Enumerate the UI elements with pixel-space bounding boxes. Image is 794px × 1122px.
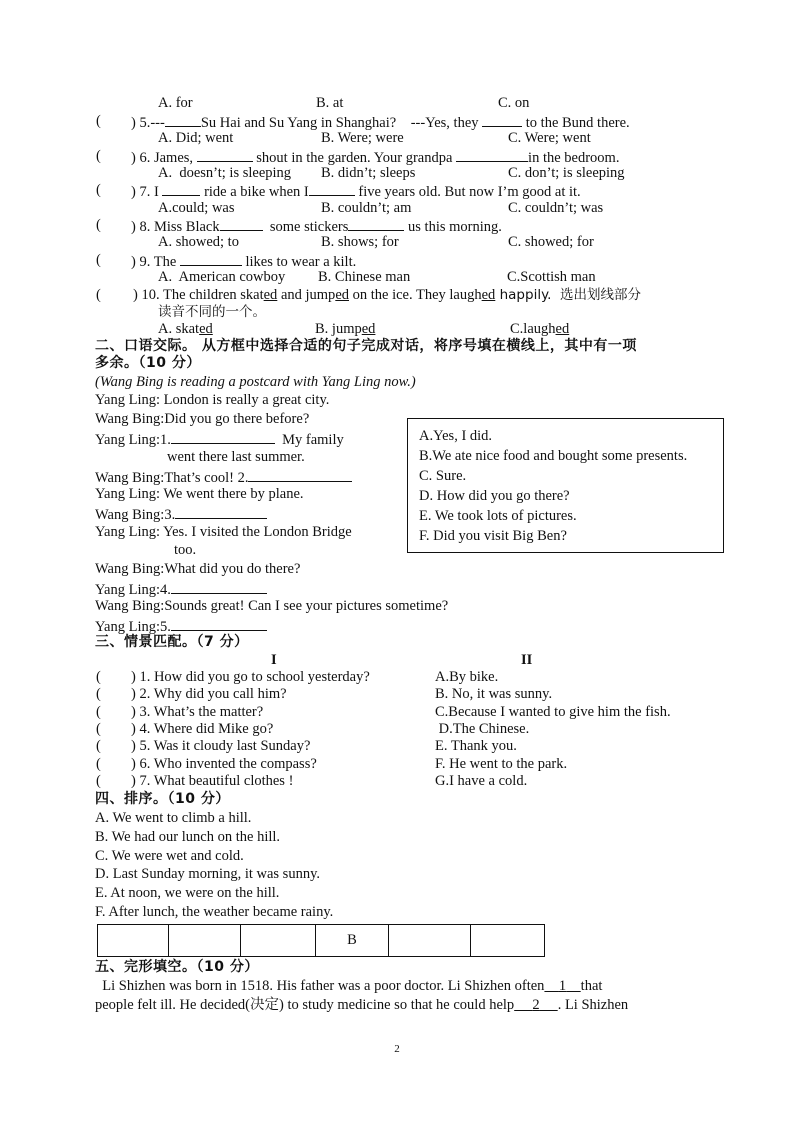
- section5-title: 五、完形填空。（10 分）: [95, 959, 259, 975]
- dialogue-line: Yang Ling: We went there by plane.: [95, 486, 304, 502]
- cloze-line-1: Li Shizhen was born in 1518. His father was a poor doctor. Li Shizhen often 1 that: [95, 978, 603, 994]
- dialogue-line: went there last summer.: [167, 449, 305, 465]
- order-answer-table: [97, 924, 545, 957]
- q6-option-a: A. doesn’t; is sleeping: [158, 165, 292, 181]
- q9-option-b: B. Chinese man: [318, 269, 411, 285]
- order-item: D. Last Sunday morning, it was sunny.: [95, 866, 321, 882]
- match-paren: (: [96, 704, 101, 720]
- match-answer: A.By bike.: [435, 669, 499, 685]
- q6-paren-open: (: [96, 148, 101, 164]
- match-question: ) 5. Was it cloudy last Sunday?: [131, 738, 311, 754]
- section2-title: 二、口语交际。 从方框中选择合适的句子完成对话，将序号填在横线上，其中有一项: [95, 338, 637, 354]
- q10-question: ) 10. The children skated and jumped on the ice. They laughed happily. 选出划线部分: [133, 287, 642, 303]
- option-item: F. Did you visit Big Ben?: [419, 528, 567, 544]
- order-cell[interactable]: [98, 925, 169, 957]
- order-item: B. We had our lunch on the hill.: [95, 829, 281, 845]
- section4-title: 四、排序。（10 分）: [95, 791, 230, 807]
- dialogue-line: Yang Ling: London is really a great city.: [95, 392, 330, 408]
- q8-option-a: A. showed; to: [158, 234, 239, 250]
- q10-option-b: B. jumped: [315, 321, 376, 337]
- column-i-header: I: [271, 652, 277, 668]
- match-question: ) 6. Who invented the compass?: [131, 756, 317, 772]
- order-item: F. After lunch, the weather became rainy.: [95, 904, 334, 920]
- q10-option-a: A. skated: [158, 321, 213, 337]
- page-number: 2: [394, 1043, 400, 1055]
- q6-question: ) 6. James, shout in the garden. Your grandpa in the bedroom.: [131, 150, 620, 166]
- order-item: E. At noon, we were on the hill.: [95, 885, 280, 901]
- dialogue-intro: (Wang Bing is reading a postcard with Yang Ling now.): [95, 374, 416, 390]
- match-paren: (: [96, 738, 101, 754]
- match-paren: (: [96, 669, 101, 685]
- q9-option-c: C.Scottish man: [507, 269, 596, 285]
- options-box: [407, 418, 724, 553]
- match-paren: (: [96, 686, 101, 702]
- dialogue-line-5: Yang Ling:5.: [95, 617, 267, 636]
- q8-option-b: B. shows; for: [321, 234, 399, 250]
- cloze-line-2: people felt ill. He decided(决定) to study medicine so that he could help 2 . Li Shizhen: [95, 997, 629, 1013]
- q8-paren-open: (: [96, 217, 101, 233]
- option-item: D. How did you go there?: [419, 488, 570, 504]
- match-question: ) 7. What beautiful clothes !: [131, 773, 294, 789]
- q4-option-c: C. on: [498, 95, 530, 111]
- match-question: ) 4. Where did Mike go?: [131, 721, 274, 737]
- q7-question: ) 7. I ride a bike when I five years old. But now I’m good at it.: [131, 184, 581, 200]
- q5-question: ) 5.--- Su Hai and Su Yang in Shanghai? ---Yes, they to the Bund there.: [131, 115, 630, 131]
- order-cell[interactable]: [241, 925, 316, 957]
- match-question: ) 2. Why did you call him?: [131, 686, 287, 702]
- q5-option-b: B. Were; were: [321, 130, 404, 146]
- q9-paren-open: (: [96, 252, 101, 268]
- q7-option-a: A.could; was: [158, 200, 235, 216]
- order-item: A. We went to climb a hill.: [95, 810, 252, 826]
- dialogue-line: Wang Bing:Did you go there before?: [95, 411, 310, 427]
- order-cell[interactable]: [169, 925, 241, 957]
- match-answer: G.I have a cold.: [435, 773, 528, 789]
- option-item: A.Yes, I did.: [419, 428, 493, 444]
- q10-question-line2: 读音不同的一个。: [158, 304, 266, 320]
- option-item: C. Sure.: [419, 468, 467, 484]
- section3-title: 三、情景匹配。（7 分）: [95, 634, 249, 650]
- section2-title-line2: 多余。（10 分）: [95, 355, 201, 371]
- q5-option-a: A. Did; went: [158, 130, 234, 146]
- dialogue-line: Wang Bing:What did you do there?: [95, 561, 301, 577]
- order-item: C. We were wet and cold.: [95, 848, 244, 864]
- match-answer: E. Thank you.: [435, 738, 517, 754]
- match-paren: (: [96, 756, 101, 772]
- order-cell[interactable]: [389, 925, 471, 957]
- dialogue-line-1: Yang Ling:1. My family: [95, 432, 344, 448]
- dialogue-line: too.: [174, 542, 197, 558]
- dialogue-line-4: Yang Ling:4.: [95, 580, 267, 599]
- order-cell[interactable]: [471, 925, 545, 957]
- q5-option-c: C. Were; went: [508, 130, 591, 146]
- match-question: ) 1. How did you go to school yesterday?: [131, 669, 370, 685]
- match-answer: B. No, it was sunny.: [435, 686, 553, 702]
- q10-paren-open: (: [96, 287, 101, 303]
- match-paren: (: [96, 773, 101, 789]
- q7-option-b: B. couldn’t; am: [321, 200, 412, 216]
- match-answer: D.The Chinese.: [435, 721, 530, 737]
- q7-paren-open: (: [96, 182, 101, 198]
- dialogue-line-2: Wang Bing:That’s cool! 2.: [95, 468, 352, 487]
- q4-option-b: B. at: [316, 95, 344, 111]
- q6-option-c: C. don’t; is sleeping: [508, 165, 625, 181]
- q9-question: ) 9. The likes to wear a kilt.: [131, 254, 357, 270]
- q5-paren-open: (: [96, 113, 101, 129]
- q7-option-c: C. couldn’t; was: [508, 200, 604, 216]
- match-question: ) 3. What’s the matter?: [131, 704, 264, 720]
- dialogue-line: Wang Bing:Sounds great! Can I see your pictures sometime?: [95, 598, 449, 614]
- column-ii-header: II: [521, 652, 533, 668]
- q10-option-c: C.laughed: [510, 321, 570, 337]
- order-cell[interactable]: B: [316, 925, 389, 957]
- dialogue-line-3: Wang Bing:3.: [95, 505, 267, 524]
- dialogue-line: Yang Ling: Yes. I visited the London Bridge: [95, 524, 352, 540]
- q6-option-b: B. didn’t; sleeps: [321, 165, 416, 181]
- option-item: E. We took lots of pictures.: [419, 508, 577, 524]
- q8-option-c: C. showed; for: [508, 234, 594, 250]
- q8-question: ) 8. Miss Black some stickers us this morning.: [131, 219, 502, 235]
- match-answer: F. He went to the park.: [435, 756, 568, 772]
- match-paren: (: [96, 721, 101, 737]
- q4-option-a: A. for: [158, 95, 193, 111]
- q9-option-a: A. American cowboy: [158, 269, 286, 285]
- option-item: B.We ate nice food and bought some presents.: [419, 448, 688, 464]
- match-answer: C.Because I wanted to give him the fish.: [435, 704, 671, 720]
